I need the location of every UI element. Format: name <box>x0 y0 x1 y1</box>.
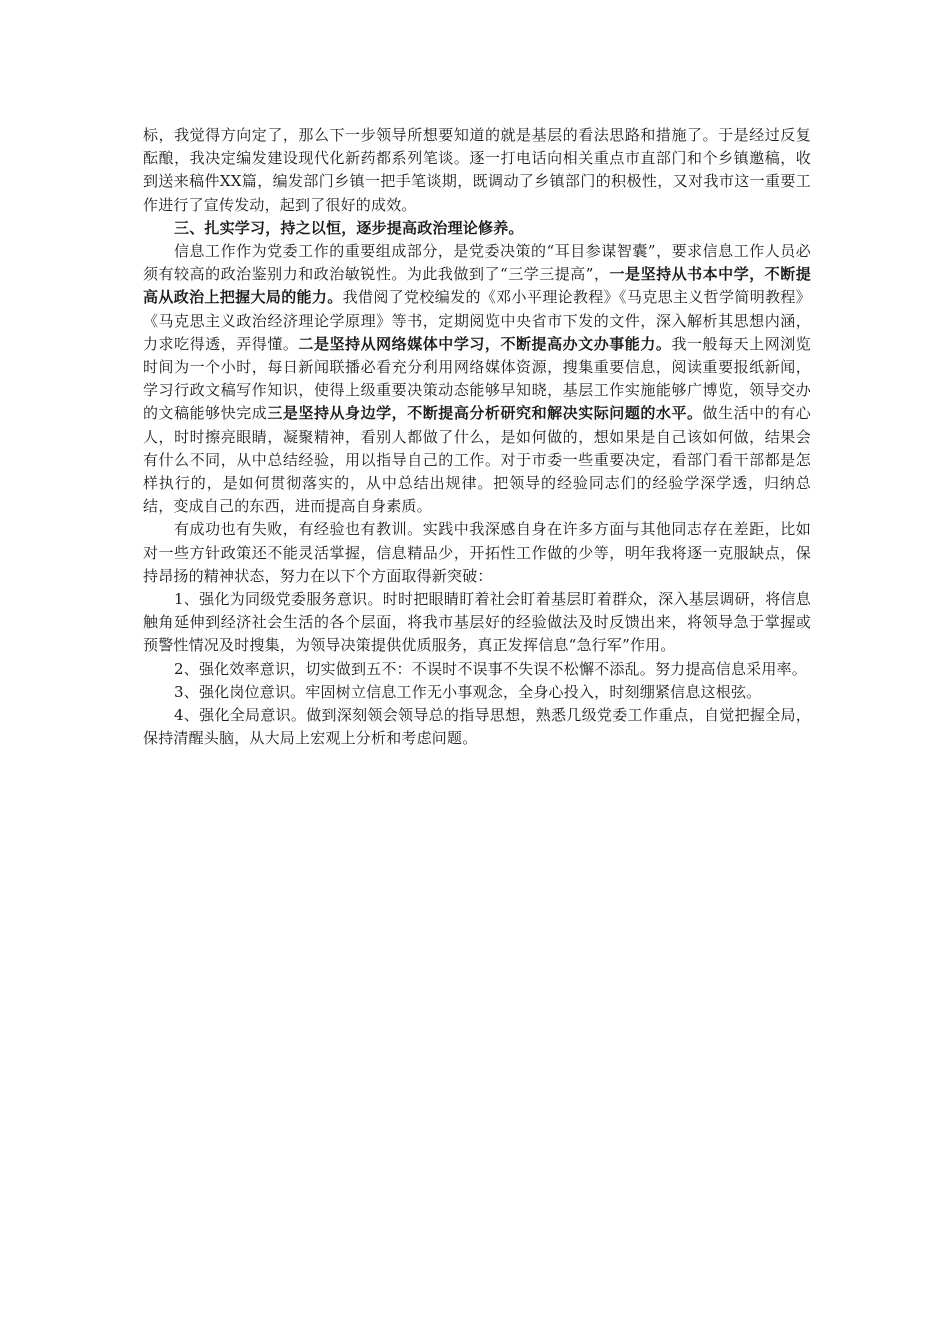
document-page <box>143 124 811 750</box>
bold-point-3: 三是坚持从身边学，不断提高分析研究和解决实际问题的水平。 <box>267 404 703 423</box>
list-item-1: 1、强化为同级党委服务意识。时时把眼睛盯着社会盯着基层盯着群众，深入基层调研，将信息触角延伸到经济社会生活的各个层面，将我市基层好的经验做法及时反馈出来，将领导急于掌握或预警性情况及时搜集，为领导决策提供优质服务，真正发挥信息“急行军”作用。 <box>143 590 811 655</box>
paragraph-study <box>143 240 811 518</box>
paragraph-continuation: 标，我觉得方向定了，那么下一步领导所想要知道的就是基层的看法思路和措施了。于是经过反复酝酿，我决定编发建设现代化新药都系列笔谈。逐一打电话向相关重点市直部门和个乡镇邀稿，收到送来稿件XX篇，编发部门乡镇一把手笔谈期，既调动了乡镇部门的积极性，又对我市这一重要工作进行了宣传发动，起到了很好的成效。 <box>143 126 811 214</box>
paragraph-shortcomings: 有成功也有失败，有经验也有教训。实践中我深感自身在许多方面与其他同志存在差距，比如对一些方针政策还不能灵活掌握，信息精品少，开拓性工作做的少等，明年我将逐一克服缺点，保持昂扬的精神状态，努力在以下个方面取得新突破： <box>143 520 811 585</box>
bold-point-1: 一是坚持从书本中学，不断提高从政治上把握大局的能力。 <box>143 265 811 307</box>
bold-point-2: 二是坚持从网络媒体中学习，不断提高办文办事能力。 <box>298 334 672 353</box>
section-heading: 三、扎实学习，持之以恒，逐步提高政治理论修养。 <box>174 218 524 237</box>
list-item-4: 4、强化全局意识。做到深刻领会领导总的指导思想，熟悉几级党委工作重点，自觉把握全局，保持清醒头脑，从大局上宏观上分析和考虑问题。 <box>143 706 811 748</box>
list-item-2: 2、强化效率意识，切实做到五不：不误时不误事不失误不松懈不添乱。努力提高信息采用率。 <box>174 659 807 678</box>
paragraph-text: 我借阅了党校编发的《邓小平理论教程》《马克思主义哲学简明教程》《马克思主义政治经济理论学原理》等书，定期阅览中央省市下发的文件，深入解析其思想内涵，力求吃得透，弄得懂。 <box>143 288 811 353</box>
paragraph-text: 信息工作作为党委工作的重要组成部分，是党委决策的“耳目参谋智囊”，要求信息工作人员必须有较高的政治鉴别力和政治敏锐性。为此我做到了“三学三提高”， <box>143 242 811 284</box>
paragraph-text: 我一般每天上网浏览时间为一个小时，每日新闻联播必看充分利用网络媒体资源，搜集重要信息，阅读重要报纸新闻，学习行政文稿写作知识，使得上级重要决策动态能够早知晓，基层工作实施能够广博览，领导交办的文稿能够快完成 <box>143 334 811 423</box>
list-item-3: 3、强化岗位意识。牢固树立信息工作无小事观念，全身心投入，时刻绷紧信息这根弦。 <box>174 682 762 701</box>
paragraph-text: 做生活中的有心人，时时擦亮眼睛，凝聚精神，看别人都做了什么，是如何做的，想如果是自己该如何做，结果会有什么不同，从中总结经验，用以指导自己的工作。对于市委一些重要决定，看部门看干部都是怎样执行的，是如何贯彻落实的，从中总结出规律。把领导的经验同志们的经验学深学透，归纳总结，变成自己的东西，进而提高自身素质。 <box>143 404 811 516</box>
